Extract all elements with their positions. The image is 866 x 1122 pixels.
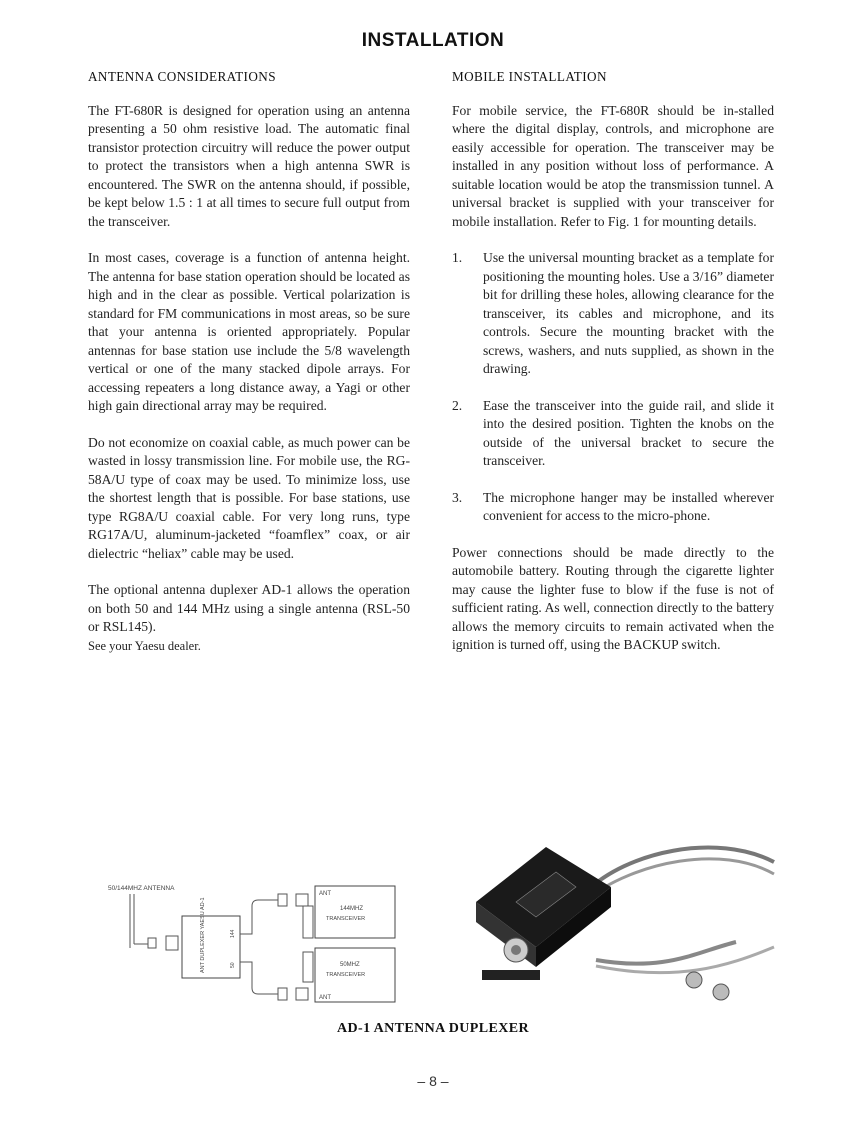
page-title: INSTALLATION xyxy=(361,30,505,51)
connector-icon xyxy=(511,945,521,955)
cable-144 xyxy=(240,900,278,934)
paragraph: The FT-680R is designed for operation using an antenna presenting a 50 ohm resistive load. The automatic final transistor protection circuitry will reduce the power output to protect the transistors when a high antenna SWR is encountered. The SWR on the antenna should, if possible, be kept below 1.5 : 1 at all times to secure full output from the transceiver. xyxy=(88,102,410,229)
connector-icon xyxy=(166,936,178,950)
transceiver-panel xyxy=(303,906,313,938)
port-50-label: 50 xyxy=(230,962,236,968)
coax-cable xyxy=(588,859,774,898)
installation-steps xyxy=(452,249,774,526)
list-item xyxy=(452,249,774,379)
step-text: Ease the transceiver into the guide rail, and slide it into the desired position. Tighten the knobs on the outside of the universal bracket to secure the transceiver. xyxy=(483,397,774,468)
coax-cable xyxy=(586,848,774,892)
mounting-flange xyxy=(482,970,540,980)
transceiver-50-label: 50MHZ xyxy=(340,962,360,968)
step-text: Use the universal mounting bracket as a template for positioning the mounting holes. Use a 3/16” diameter bit for drilling these holes, allowing clearance for the transceiver, its cables and microphone, and its controls. Secure the mounting bracket with the screws, washers, and nuts supplied, as shown in the drawing. xyxy=(483,250,774,376)
step-number: 2. xyxy=(452,397,463,413)
duplexer-label: ANT DUPLEXER YAESU AD-1 xyxy=(200,897,206,973)
step-text: The microphone hanger may be installed wherever convenient for access to the micro-phone. xyxy=(483,489,774,523)
mobile-installation-section xyxy=(452,68,774,673)
paragraph: The optional antenna duplexer AD-1 allows the operation on both 50 and 144 MHz using a single antenna (RSL-50 or RSL145). xyxy=(88,582,410,634)
coax-cable xyxy=(596,947,774,973)
duplexer-photo xyxy=(476,832,776,1020)
paragraph: For mobile service, the FT-680R should be in-stalled where the digital display, controls, and microphone are easily accessible for operation. The transceiver may be installed in any position without loss of performance. A suitable location would be atop the transmission tunnel. A universal bracket is supplied with your transceiver for mobile installation. Refer to Fig. 1 for mounting details. xyxy=(452,102,774,229)
connector-icon xyxy=(686,972,702,988)
connector-icon xyxy=(296,988,308,1000)
step-number: 3. xyxy=(452,489,463,505)
step-number: 1. xyxy=(452,250,463,265)
ant-label: ANT xyxy=(319,891,331,897)
paragraph: In most cases, coverage is a function of antenna height. The antenna for base station operation should be located as high and in the clear as possible. Vertical polarization is standard for FM communications in most areas, so be sure that your antenna is oriented appropriately. Popular antennas for base station use include the 5/8 wavelength vertical or one of the many stacked dipole arrays. For accessing repeaters a long distance away, a Yagi or other high gain directional array may be required. xyxy=(88,250,410,413)
cable-50 xyxy=(240,962,278,994)
transceiver-label: TRANSCEIVER xyxy=(326,972,366,978)
transceiver-label: TRANSCEIVER xyxy=(326,916,366,922)
list-item xyxy=(452,397,774,471)
ant-label: ANT xyxy=(319,995,331,1001)
transceiver-144-label: 144MHZ xyxy=(340,906,364,912)
coax-cable xyxy=(596,942,736,964)
section-heading: ANTENNA CONSIDERATIONS xyxy=(88,69,276,84)
dealer-note: See your Yaesu dealer. xyxy=(88,638,201,653)
connector-icon xyxy=(278,894,287,906)
connector-icon xyxy=(713,984,729,1000)
connector-icon xyxy=(278,988,287,1000)
antenna-considerations-section xyxy=(88,68,410,655)
section-heading: MOBILE INSTALLATION xyxy=(452,69,607,84)
figure-caption: AD-1 ANTENNA DUPLEXER xyxy=(337,1021,529,1036)
duplexer-wiring-diagram xyxy=(100,876,405,1016)
paragraph: Do not economize on coaxial cable, as much power can be wasted in lossy transmission line. For mobile use, the RG-58A/U type of coax may be used. To minimize loss, use the shortest length that is possible. For base stations, use type RG8A/U coaxial cable. For very long runs, type RG17A/U, aluminum-jacketed “foamflex” coax, or air dielectric “heliax” cable may be used. xyxy=(88,434,410,561)
connector-icon xyxy=(296,894,308,906)
port-144-label: 144 xyxy=(230,929,236,938)
list-item xyxy=(452,489,774,526)
paragraph: Power connections should be made directly to the automobile battery. Routing through the cigarette lighter may cause the lighter fuse to blow if the fuse is not of sufficient rating. As well, connection directly to the battery allows the memory circuits to remain activated when the ignition is turned off, using the BACKUP switch. xyxy=(452,544,774,652)
page-number: – 8 – xyxy=(417,1073,449,1089)
antenna-label: 50/144MHZ ANTENNA xyxy=(108,885,175,892)
transceiver-panel xyxy=(303,952,313,982)
connector-icon xyxy=(148,938,156,948)
